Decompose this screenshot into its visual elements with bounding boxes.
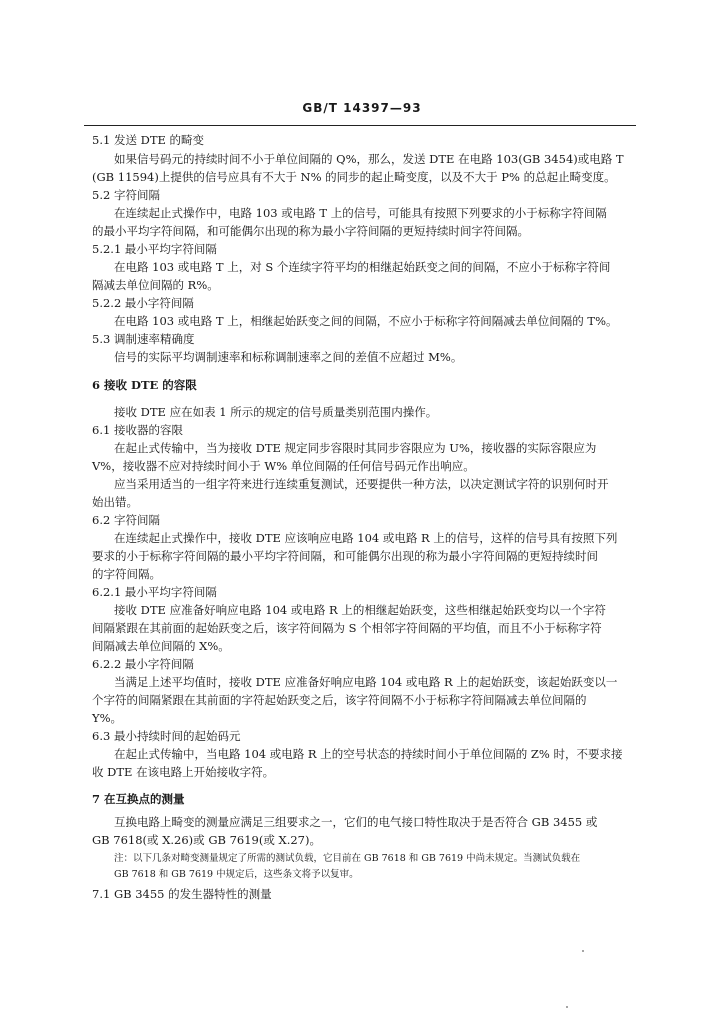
paragraph-line: 在电路 103 或电路 T 上，相继起始跃变之间的间隔，不应小于标称字符间隔减去单位间隔的 T%。 (114, 314, 618, 328)
paragraph-line: 在起止式传输中，当电路 104 或电路 R 上的空号状态的持续时间小于单位间隔的 Z% 时，不要求接 (114, 747, 623, 761)
scan-speck (566, 1006, 568, 1008)
section-6-2-heading: 6.2 字符间隔 (92, 513, 160, 527)
section-7-heading: 7 在互换点的测量 (92, 792, 185, 806)
section-6-3-heading: 6.3 最小持续时间的起始码元 (92, 729, 241, 743)
section-6-1-heading: 6.1 接收器的容限 (92, 423, 183, 437)
paragraph-line: 信号的实际平均调制速率和标称调制速率之间的差值不应超过 M%。 (114, 350, 463, 364)
section-5-2-1-heading: 5.2.1 最小平均字符间隔 (92, 242, 217, 256)
paragraph-line: GB 7618(或 X.26)或 GB 7619(或 X.27)。 (92, 833, 321, 847)
paragraph-line: 收 DTE 在该电路上开始接收字符。 (92, 765, 275, 779)
section-7-1-heading: 7.1 GB 3455 的发生器特性的测量 (92, 887, 272, 901)
paragraph-line: V%，接收器不应对持续时间小于 W% 单位间隔的任何信号码元作出响应。 (92, 459, 475, 473)
section-6-2-1-heading: 6.2.1 最小平均字符间隔 (92, 585, 217, 599)
paragraph-line: 互换电路上畸变的测量应满足三组要求之一，它们的电气接口特性取决于是否符合 GB 3455 或 (114, 815, 598, 829)
paragraph-line: 接收 DTE 应准备好响应电路 104 或电路 R 上的相继起始跃变，这些相继起始跃变均以一个字符 (114, 603, 606, 617)
paragraph-line: 要求的小于标称字符间隔的最小平均字符间隔，和可能偶尔出现的称为最小字符间隔的更短持续时间 (92, 549, 598, 563)
paragraph-line: 间隔减去单位间隔的 X%。 (92, 639, 230, 653)
header-rule (84, 125, 636, 126)
section-5-2-heading: 5.2 字符间隔 (92, 188, 160, 202)
paragraph-line: 在连续起止式操作中，接收 DTE 应该响应电路 104 或电路 R 上的信号，这样的信号具有按照下列 (114, 531, 618, 545)
paragraph-line: 当满足上述平均值时，接收 DTE 应准备好响应电路 104 或电路 R 上的起始跃变，该起始跃变以一 (114, 675, 618, 689)
paragraph-line: 应当采用适当的一组字符来进行连续重复测试，还要提供一种方法，以决定测试字符的识别何时开 (114, 477, 609, 491)
paragraph-line: 在连续起止式操作中，电路 103 或电路 T 上的信号，可能具有按照下列要求的小于标称字符间隔 (114, 206, 607, 220)
paragraph-line: 隔减去单位间隔的 R%。 (92, 278, 219, 292)
section-5-1-heading: 5.1 发送 DTE 的畸变 (92, 133, 205, 147)
paragraph-line: 如果信号码元的持续时间不小于单位间隔的 Q%，那么，发送 DTE 在电路 103(GB 3454)或电路 T (114, 152, 624, 166)
section-5-3-heading: 5.3 调制速率精确度 (92, 332, 195, 346)
paragraph-line: 在起止式传输中，当为接收 DTE 规定同步容限时其同步容限应为 U%，接收器的实际容限应为 (114, 441, 597, 455)
note-line: GB 7618 和 GB 7619 中规定后，这些条文将予以复审。 (114, 869, 359, 880)
standard-number-header: GB/T 14397—93 (302, 101, 422, 115)
paragraph-line: 在电路 103 或电路 T 上，对 S 个连续字符平均的相继起始跃变之间的间隔，不应小于标称字符间 (114, 260, 611, 274)
scan-speck (582, 950, 584, 952)
paragraph-line: 的最小平均字符间隔，和可能偶尔出现的称为最小字符间隔的更短持续时间字符间隔。 (92, 224, 529, 238)
section-6-2-2-heading: 6.2.2 最小字符间隔 (92, 657, 194, 671)
paragraph-line: 个字符的间隔紧跟在其前面的字符起始跃变之后，该字符间隔不小于标称字符间隔减去单位间隔的 (92, 693, 587, 707)
paragraph-line: Y%。 (92, 711, 123, 725)
section-5-2-2-heading: 5.2.2 最小字符间隔 (92, 296, 194, 310)
paragraph-line: 始出错。 (92, 495, 138, 509)
paragraph-line: 的字符间隔。 (92, 567, 161, 581)
paragraph-line: (GB 11594)上提供的信号应具有不大于 N% 的同步的起止畸变度，以及不大于 P% 的总起止畸变度。 (92, 170, 616, 184)
section-6-heading: 6 接收 DTE 的容限 (92, 378, 197, 392)
note-line: 注：以下几条对畸变测量规定了所需的测试负载，它目前在 GB 7618 和 GB 7619 中尚未规定。当测试负载在 (114, 853, 581, 864)
paragraph-line: 间隔紧跟在其前面的起始跃变之后，该字符间隔为 S 个相邻字符间隔的平均值，而且不小于标称字符 (92, 621, 602, 635)
paragraph-line: 接收 DTE 应在如表 1 所示的规定的信号质量类别范围内操作。 (114, 405, 438, 419)
